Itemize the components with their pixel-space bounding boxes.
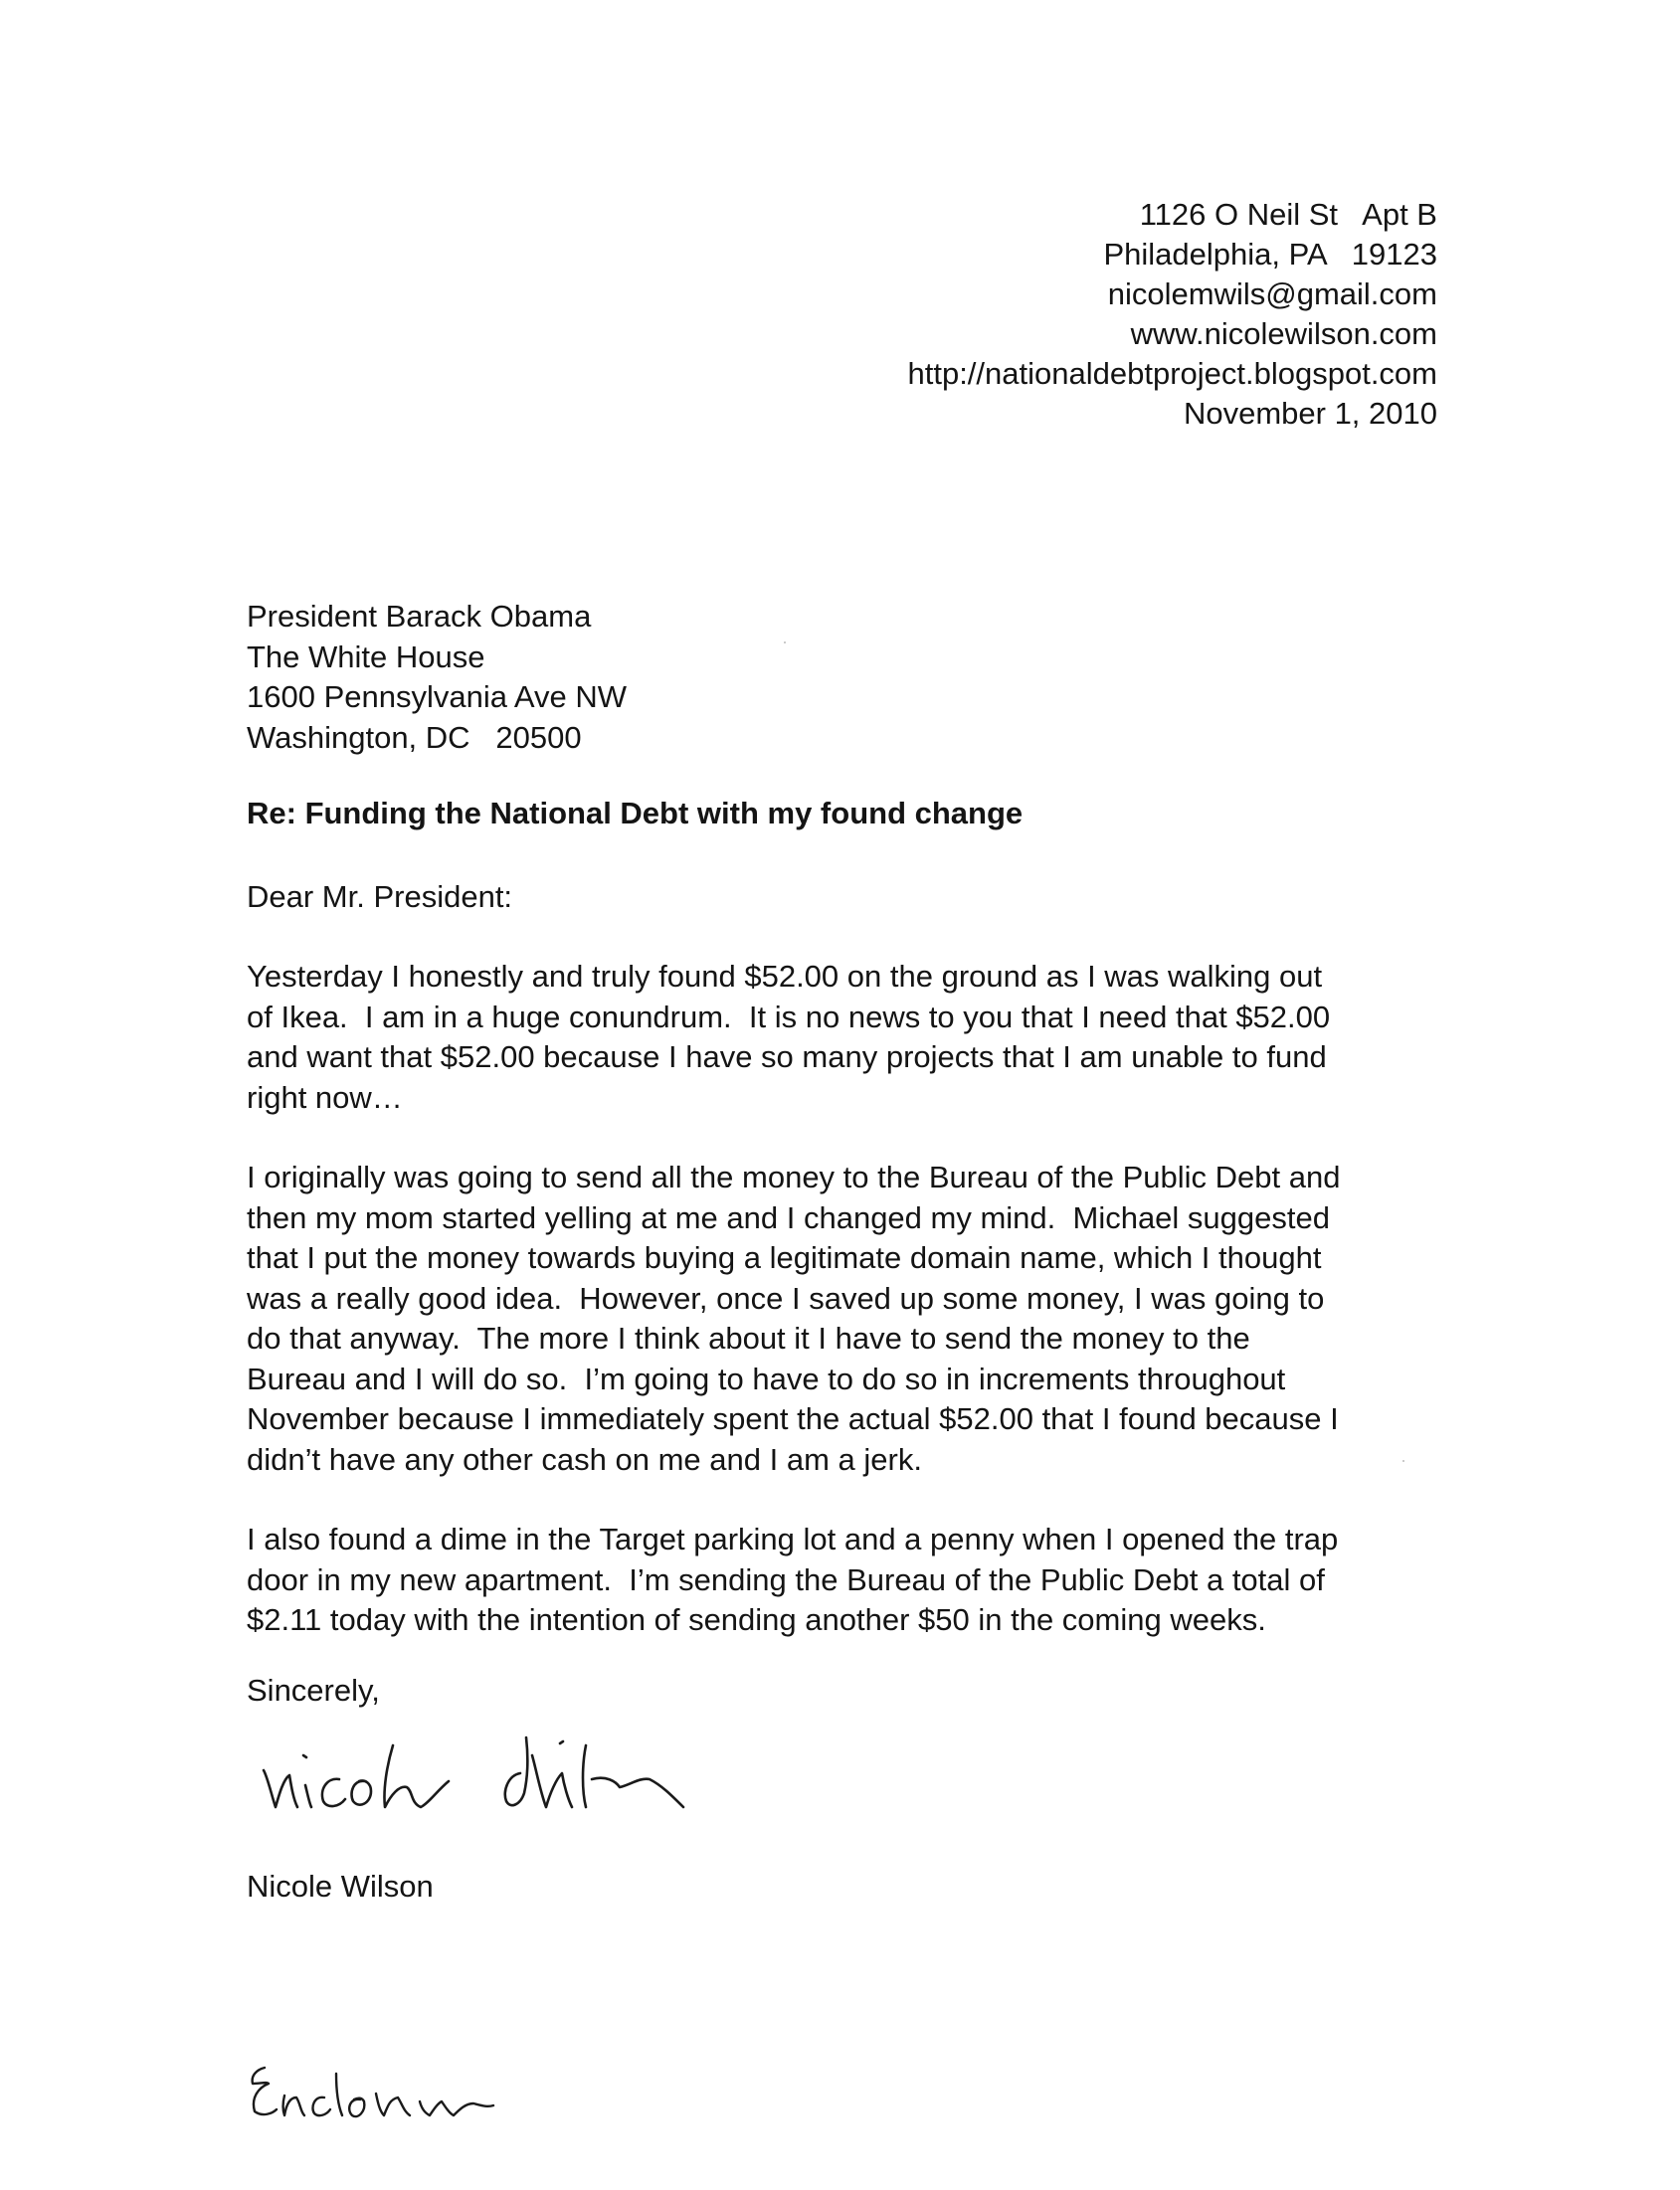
body-line: that I put the money towards buying a legitimate domain name, which I thought xyxy=(247,1240,1322,1275)
body-paragraph-2 xyxy=(247,1158,1440,1480)
handwritten-enclosure-note xyxy=(239,2054,517,2133)
recipient-organization: The White House xyxy=(247,639,485,674)
body-line: Bureau and I will do so. I’m going to have to do so in increments throughout xyxy=(247,1361,1286,1396)
body-line: do that anyway. The more I think about it I have to send the money to the xyxy=(247,1321,1250,1356)
sender-blog: http://nationaldebtproject.blogspot.com xyxy=(907,356,1437,391)
sender-address-line-2: Philadelphia, PA 19123 xyxy=(1103,237,1437,272)
scan-speck xyxy=(1402,1460,1404,1462)
sender-email: nicolemwils@gmail.com xyxy=(1107,276,1437,311)
body-line: and want that $52.00 because I have so many projects that I am unable to fund xyxy=(247,1039,1327,1074)
body-line: I also found a dime in the Target parking lot and a penny when I opened the trap xyxy=(247,1522,1339,1556)
sender-address-block xyxy=(907,195,1437,434)
body-paragraph-3 xyxy=(247,1520,1440,1641)
recipient-address-block xyxy=(247,597,627,758)
body-line: didn’t have any other cash on me and I am a jerk. xyxy=(247,1441,922,1477)
body-line: of Ikea. I am in a huge conundrum. It is no news to you that I need that $52.00 xyxy=(247,999,1331,1034)
letter-date: November 1, 2010 xyxy=(1183,396,1437,431)
scan-speck xyxy=(784,641,786,643)
subject-line: Re: Funding the National Debt with my found change xyxy=(247,796,1024,830)
sender-website: www.nicolewilson.com xyxy=(1130,316,1437,351)
recipient-city-state-zip: Washington, DC 20500 xyxy=(247,719,582,755)
salutation: Dear Mr. President: xyxy=(247,879,513,914)
sender-address-line-1: 1126 O Neil St Apt B xyxy=(1139,197,1437,232)
recipient-name: President Barack Obama xyxy=(247,599,592,634)
printed-name: Nicole Wilson xyxy=(247,1869,434,1904)
body-line: then my mom started yelling at me and I changed my mind. Michael suggested xyxy=(247,1199,1330,1235)
body-line: $2.11 today with the intention of sending another $50 in the coming weeks. xyxy=(247,1602,1266,1637)
body-line: Yesterday I honestly and truly found $52.00 on the ground as I was walking out xyxy=(247,959,1323,994)
body-line: I originally was going to send all the money to the Bureau of the Public Debt and xyxy=(247,1160,1341,1194)
recipient-street: 1600 Pennsylvania Ave NW xyxy=(247,679,627,714)
handwritten-signature xyxy=(254,1716,771,1835)
closing: Sincerely, xyxy=(247,1673,380,1708)
body-line: door in my new apartment. I’m sending the Bureau of the Public Debt a total of xyxy=(247,1561,1325,1597)
body-line: November because I immediately spent the actual $52.00 that I found because I xyxy=(247,1401,1339,1436)
body-paragraph-1 xyxy=(247,957,1440,1118)
body-line: was a really good idea. However, once I saved up some money, I was going to xyxy=(247,1280,1325,1316)
body-line: right now… xyxy=(247,1079,403,1115)
letter-body xyxy=(247,957,1440,1681)
